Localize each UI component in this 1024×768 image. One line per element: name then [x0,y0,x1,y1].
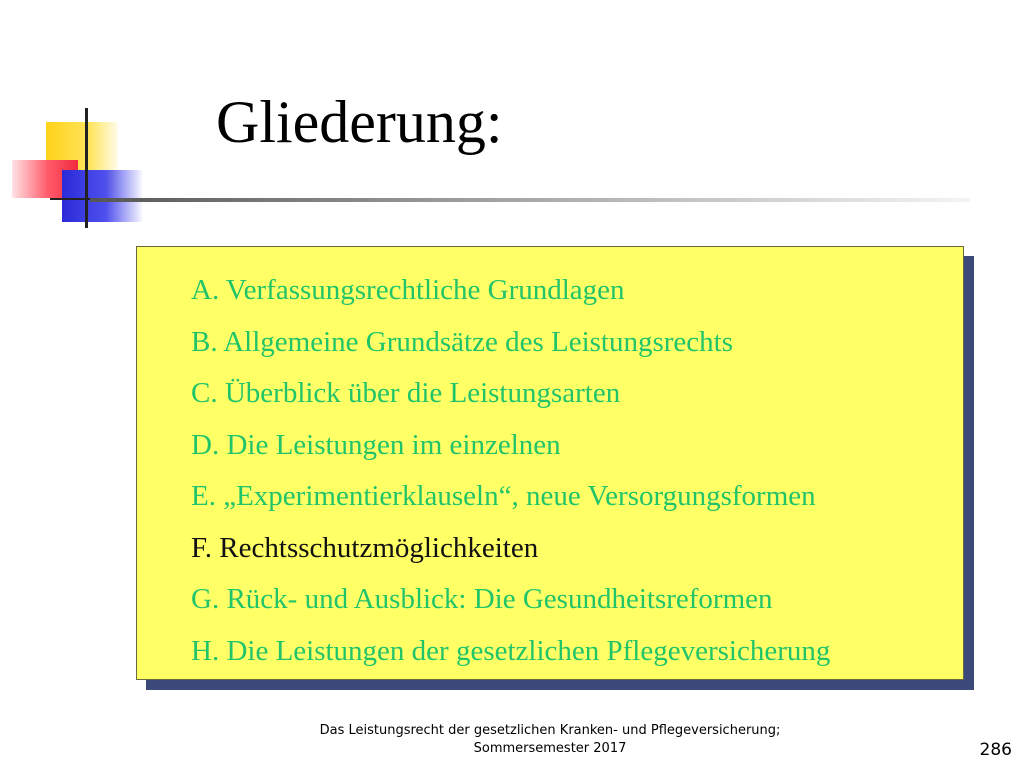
outline-item-g: G. Rück- und Ausblick: Die Gesundheitsreformen [191,583,773,615]
outline-item-f: F. Rechtsschutzmöglichkeiten [191,531,539,564]
footer-line-1: Das Leistungsrecht der gesetzlichen Kranken- und Pflegeversicherung; [319,723,781,738]
footer [200,722,900,758]
outline-item-d: D. Die Leistungen im einzelnen [191,428,561,461]
logo-vertical-line [85,108,88,228]
outline-item-e: E. „Experimentierklauseln“, neue Versorgungsformen [191,480,816,512]
decorative-logo [0,0,160,240]
outline-item-c: C. Überblick über die Leistungsarten [191,377,621,409]
page-number: 286 [979,740,1012,760]
outline-item-b: B. Allgemeine Grundsätze des Leistungsrechts [191,325,734,358]
outline-box [136,246,964,680]
outline-item-h: H. Die Leistungen der gesetzlichen Pflegeversicherung [191,634,831,667]
slide-title: Gliederung: [216,89,503,155]
outline-item-a: A. Verfassungsrechtliche Grundlagen [191,274,625,306]
blue-square [62,170,142,222]
outline-list [191,265,830,677]
footer-line-2: Sommersemester 2017 [473,741,627,756]
title-underline [90,198,970,202]
